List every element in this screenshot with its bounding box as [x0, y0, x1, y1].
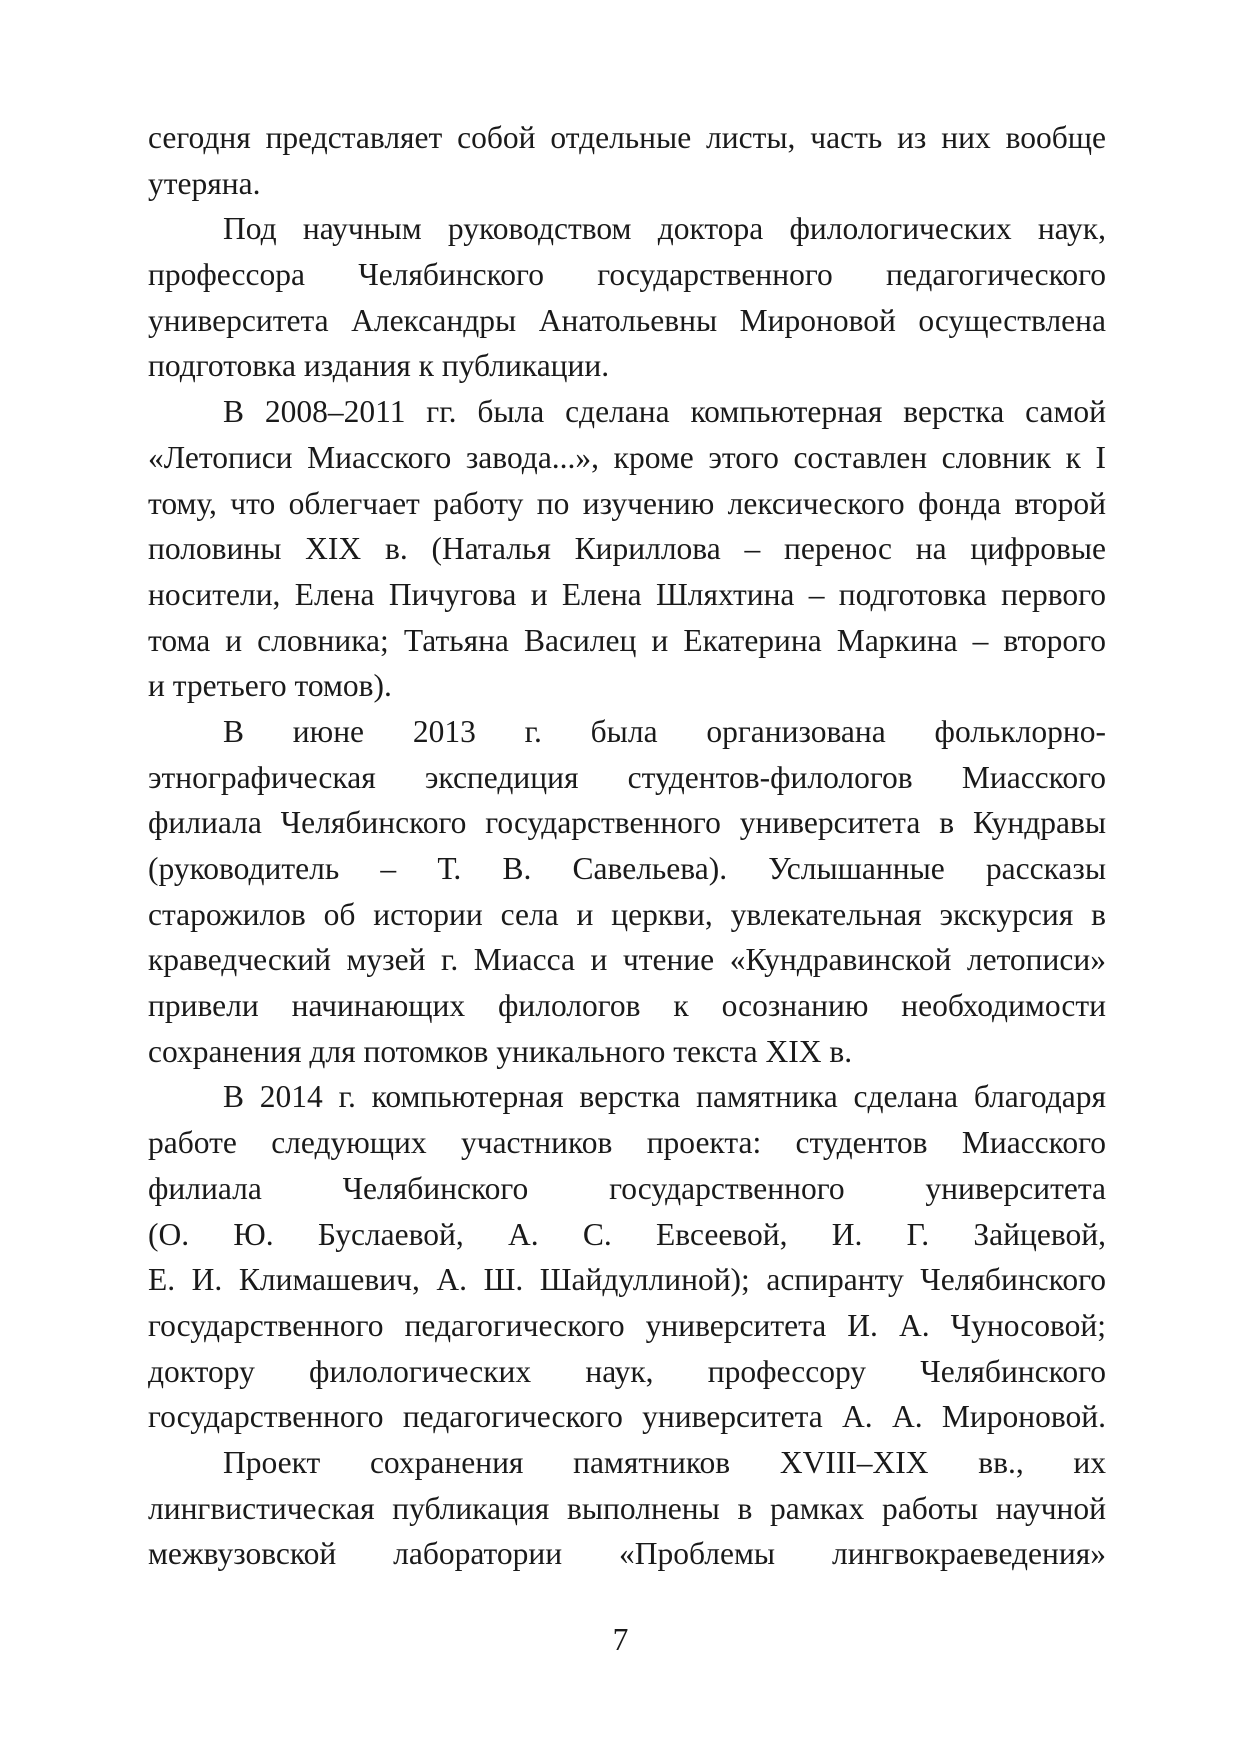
text-line: старожилов об истории села и церкви, увлекательная экскурсия в — [148, 896, 1106, 932]
text-line: Проект сохранения памятников XVIII–XIX вв., их — [223, 1444, 1106, 1480]
page-number: 7 — [612, 1622, 629, 1657]
text-line: государственного педагогического университета А. А. Мироновой. — [148, 1399, 1106, 1435]
text-line: (О. Ю. Буслаевой, А. С. Евсеевой, И. Г. Зайцевой, — [148, 1216, 1106, 1252]
text-line: В 2008–2011 гг. была сделана компьютерная верстка самой — [223, 394, 1106, 430]
text-line: сохранения для потомков уникального текста XIX в. — [148, 1033, 853, 1069]
text-line: тому, что облегчает работу по изучению лексического фонда второй — [148, 485, 1106, 521]
text-line: (руководитель – Т. В. Савельева). Услышанные рассказы — [148, 851, 1106, 886]
text-line: В июне 2013 г. была организована фольклорно- — [223, 713, 1106, 749]
page-body-text — [148, 115, 1106, 1577]
text-line: краведческий музей г. Миасса и чтение «Кундравинской летописи» — [148, 942, 1106, 978]
text-line: работе следующих участников проекта: студентов Миасского — [148, 1125, 1106, 1161]
text-line: Под научным руководством доктора филологических наук, — [223, 211, 1106, 247]
text-line: «Летописи Миасского завода...», кроме этого составлен словник к I — [148, 439, 1106, 475]
text-line: утеряна. — [148, 165, 261, 201]
text-line: этнографическая экспедиция студентов-филологов Миасского — [148, 759, 1106, 795]
text-line: государственного педагогического университета И. А. Чуносовой; — [148, 1307, 1106, 1343]
text-line: носители, Елена Пичугова и Елена Шляхтина – подготовка первого — [148, 576, 1106, 612]
text-line: тома и словника; Татьяна Василец и Екатерина Маркина – второго — [148, 622, 1106, 658]
text-line: и третьего томов). — [148, 668, 392, 704]
text-line: университета Александры Анатольевны Мироновой осуществлена — [148, 302, 1106, 338]
text-line: лингвистическая публикация выполнены в рамках работы научной — [148, 1490, 1106, 1526]
text-line: Е. И. Климашевич, А. Ш. Шайдуллиной); аспиранту Челябинского — [148, 1262, 1106, 1298]
text-line: профессора Челябинского государственного педагогического — [148, 257, 1106, 293]
text-line: сегодня представляет собой отдельные листы, часть из них вообще — [148, 120, 1106, 155]
text-line: привели начинающих филологов к осознанию необходимости — [148, 988, 1106, 1024]
text-line: филиала Челябинского государственного университета — [148, 1170, 1106, 1206]
text-line: межвузовской лаборатории «Проблемы лингвокраеведения» — [148, 1536, 1106, 1572]
text-line: В 2014 г. компьютерная верстка памятника сделана благодаря — [223, 1079, 1106, 1115]
text-line: доктору филологических наук, профессору Челябинского — [148, 1353, 1106, 1389]
text-line: половины XIX в. (Наталья Кириллова – перенос на цифровые — [148, 531, 1106, 567]
text-line: филиала Челябинского государственного университета в Кундравы — [148, 805, 1106, 841]
text-line: подготовка издания к публикации. — [148, 348, 610, 384]
